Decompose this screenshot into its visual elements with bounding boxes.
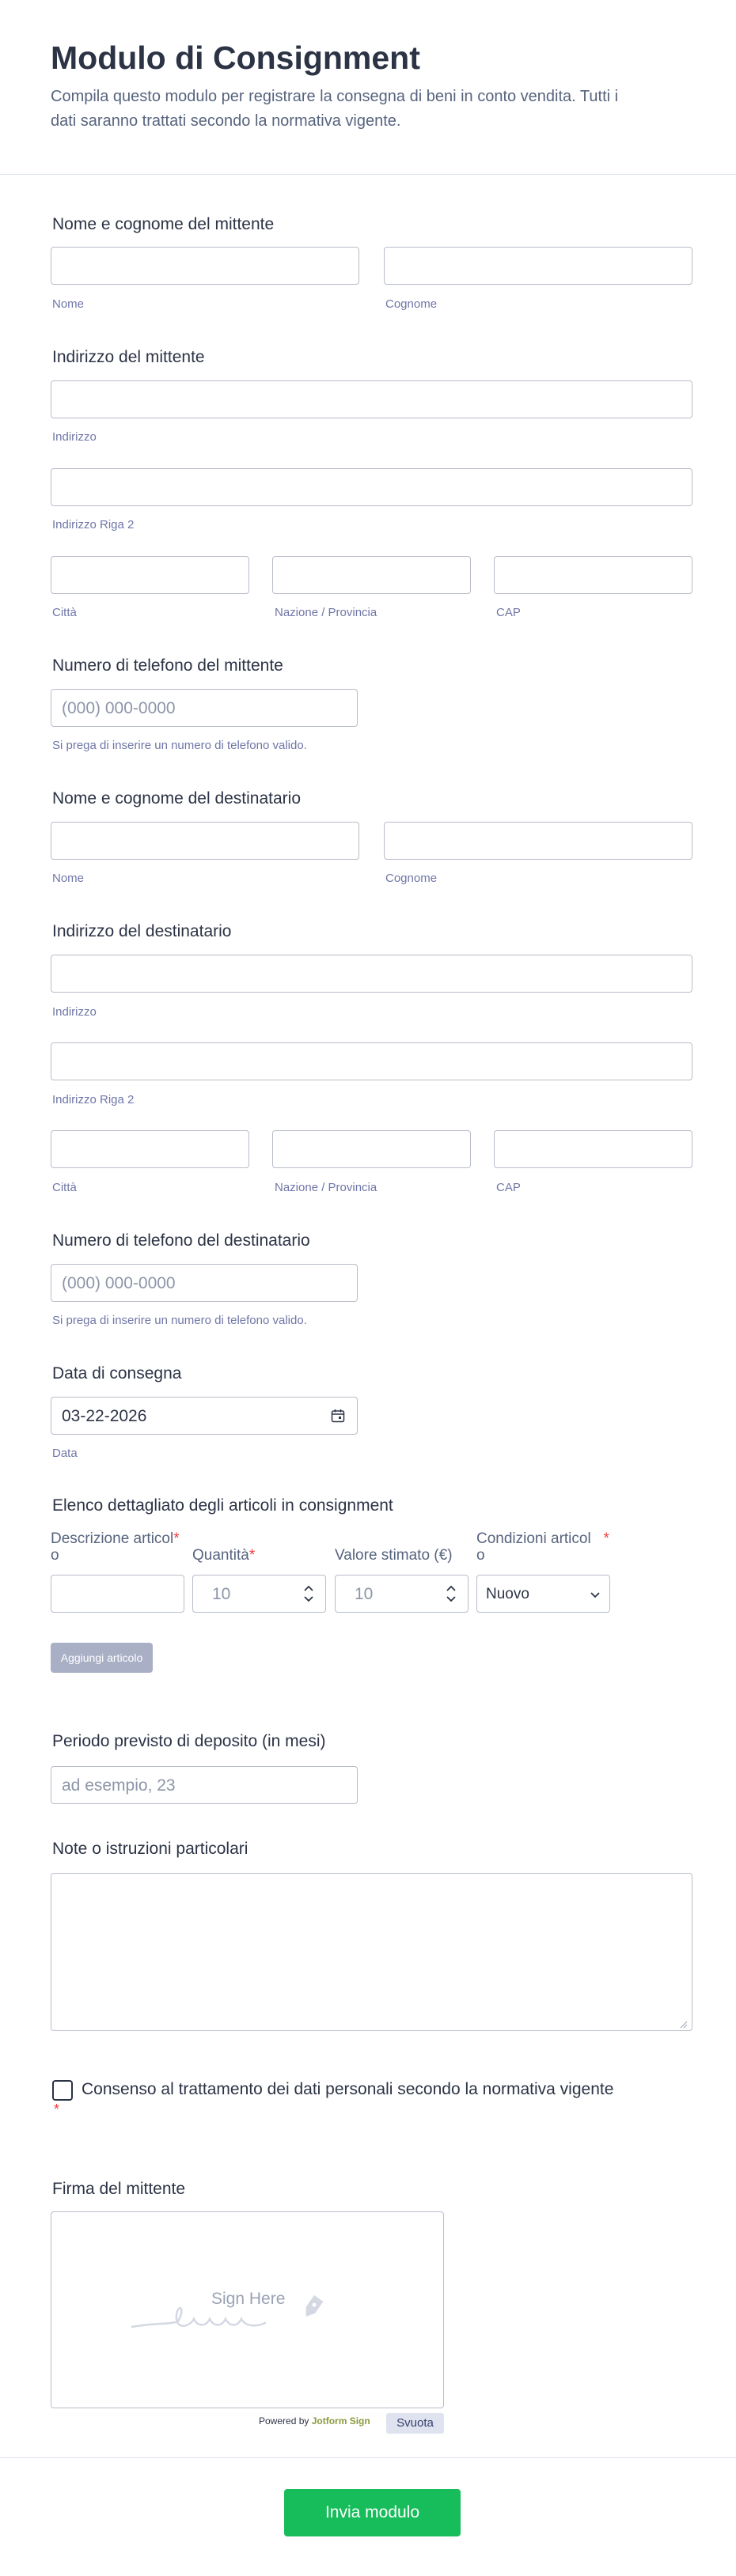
sender-phone-input[interactable] bbox=[51, 689, 358, 727]
sender-name-label: Nome e cognome del mittente bbox=[52, 215, 275, 233]
consent-checkbox[interactable] bbox=[52, 2080, 73, 2101]
form-title: Modulo di Consignment bbox=[51, 40, 420, 76]
delivery-date-label: Data di consegna bbox=[52, 1364, 182, 1383]
clear-signature-button[interactable]: Svuota bbox=[386, 2413, 444, 2434]
footer-divider bbox=[0, 2457, 736, 2458]
recipient-first-name-input[interactable] bbox=[51, 822, 359, 860]
sender-zip-sublabel: CAP bbox=[496, 606, 521, 619]
sender-address-label: Indirizzo del mittente bbox=[52, 348, 205, 366]
signature-label: Firma del mittente bbox=[52, 2180, 186, 2198]
sender-first-name-input[interactable] bbox=[51, 247, 359, 285]
chevron-down-icon bbox=[590, 1589, 601, 1603]
item-quantity-input[interactable] bbox=[192, 1575, 326, 1613]
value-stepper-icon[interactable] bbox=[445, 1583, 457, 1608]
col-quantity-header: Quantità* bbox=[192, 1547, 256, 1564]
add-item-button[interactable]: Aggiungi articolo bbox=[51, 1643, 153, 1673]
recipient-street-input[interactable] bbox=[51, 955, 692, 993]
deposit-period-input[interactable] bbox=[51, 1766, 358, 1804]
powered-by-text: Powered by Jotform Sign bbox=[259, 2415, 370, 2427]
recipient-first-name-sublabel: Nome bbox=[52, 872, 85, 885]
header-divider bbox=[0, 174, 736, 175]
recipient-state-input[interactable] bbox=[272, 1130, 471, 1168]
deposit-period-label: Periodo previsto di deposito (in mesi) bbox=[52, 1732, 326, 1750]
sender-street-sublabel: Indirizzo bbox=[52, 430, 97, 444]
delivery-date-input[interactable] bbox=[51, 1397, 358, 1435]
recipient-phone-hint: Si prega di inserire un numero di telefono valido. bbox=[52, 1314, 307, 1327]
recipient-street2-sublabel: Indirizzo Riga 2 bbox=[52, 1093, 135, 1106]
item-value-input[interactable] bbox=[335, 1575, 469, 1613]
sender-state-input[interactable] bbox=[272, 556, 471, 594]
col-value-header: Valore stimato (€) bbox=[335, 1547, 453, 1564]
sender-street2-sublabel: Indirizzo Riga 2 bbox=[52, 518, 135, 531]
sender-city-sublabel: Città bbox=[52, 606, 77, 619]
item-condition-value: Nuovo bbox=[486, 1586, 529, 1602]
notes-textarea[interactable] bbox=[51, 1873, 692, 2031]
sender-street2-input[interactable] bbox=[51, 468, 692, 506]
recipient-zip-input[interactable] bbox=[494, 1130, 692, 1168]
sender-phone-placeholder: (000) 000-0000 bbox=[62, 699, 176, 717]
item-description-input[interactable] bbox=[51, 1575, 184, 1613]
recipient-street2-input[interactable] bbox=[51, 1042, 692, 1080]
recipient-last-name-sublabel: Cognome bbox=[385, 872, 438, 885]
sender-zip-input[interactable] bbox=[494, 556, 692, 594]
sender-state-sublabel: Nazione / Provincia bbox=[275, 606, 377, 619]
sender-phone-hint: Si prega di inserire un numero di telefono valido. bbox=[52, 739, 307, 752]
recipient-city-sublabel: Città bbox=[52, 1181, 77, 1194]
recipient-phone-input[interactable] bbox=[51, 1264, 358, 1302]
item-condition-select[interactable] bbox=[476, 1575, 610, 1613]
sign-here-text: Sign Here bbox=[211, 2290, 286, 2308]
sender-city-input[interactable] bbox=[51, 556, 249, 594]
col-description-header: Descrizione articol* o bbox=[51, 1530, 180, 1564]
deposit-period-placeholder: ad esempio, 23 bbox=[62, 1776, 176, 1795]
form-subtitle-line1: Compila questo modulo per registrare la consegna di beni in conto vendita. Tutti i bbox=[51, 88, 619, 105]
item-quantity-placeholder: 10 bbox=[212, 1585, 231, 1603]
sender-street-input[interactable] bbox=[51, 380, 692, 418]
calendar-icon[interactable] bbox=[331, 1409, 345, 1427]
signature-pad[interactable] bbox=[51, 2211, 444, 2408]
recipient-zip-sublabel: CAP bbox=[496, 1181, 521, 1194]
recipient-name-label: Nome e cognome del destinatario bbox=[52, 789, 302, 808]
recipient-last-name-input[interactable] bbox=[384, 822, 692, 860]
jotform-sign-brand: Jotform Sign bbox=[311, 2415, 370, 2427]
notes-label: Note o istruzioni particolari bbox=[52, 1840, 248, 1858]
recipient-address-label: Indirizzo del destinatario bbox=[52, 922, 232, 940]
recipient-phone-label: Numero di telefono del destinatario bbox=[52, 1231, 310, 1250]
sender-last-name-input[interactable] bbox=[384, 247, 692, 285]
consent-label: Consenso al trattamento dei dati personali secondo la normativa vigente bbox=[82, 2080, 614, 2098]
submit-button[interactable]: Invia modulo bbox=[284, 2489, 461, 2536]
sender-first-name-sublabel: Nome bbox=[52, 297, 85, 311]
items-label: Elenco dettagliato degli articoli in consignment bbox=[52, 1496, 393, 1515]
recipient-phone-placeholder: (000) 000-0000 bbox=[62, 1274, 176, 1292]
item-value-placeholder: 10 bbox=[355, 1585, 374, 1603]
col-condition-header: Condizioni articol * o bbox=[476, 1530, 609, 1564]
recipient-street-sublabel: Indirizzo bbox=[52, 1005, 97, 1019]
sender-phone-label: Numero di telefono del mittente bbox=[52, 656, 283, 675]
delivery-date-value: 03-22-2026 bbox=[62, 1407, 147, 1425]
quantity-stepper-icon[interactable] bbox=[302, 1583, 315, 1608]
recipient-state-sublabel: Nazione / Provincia bbox=[275, 1181, 377, 1194]
consent-required-mark: * bbox=[54, 2101, 60, 2117]
recipient-city-input[interactable] bbox=[51, 1130, 249, 1168]
resize-handle-icon[interactable] bbox=[680, 2018, 688, 2033]
delivery-date-sublabel: Data bbox=[52, 1447, 78, 1460]
signature-squiggle-icon bbox=[131, 2291, 360, 2343]
sender-last-name-sublabel: Cognome bbox=[385, 297, 438, 311]
form-subtitle-line2: dati saranno trattati secondo la normativa vigente. bbox=[51, 112, 401, 130]
